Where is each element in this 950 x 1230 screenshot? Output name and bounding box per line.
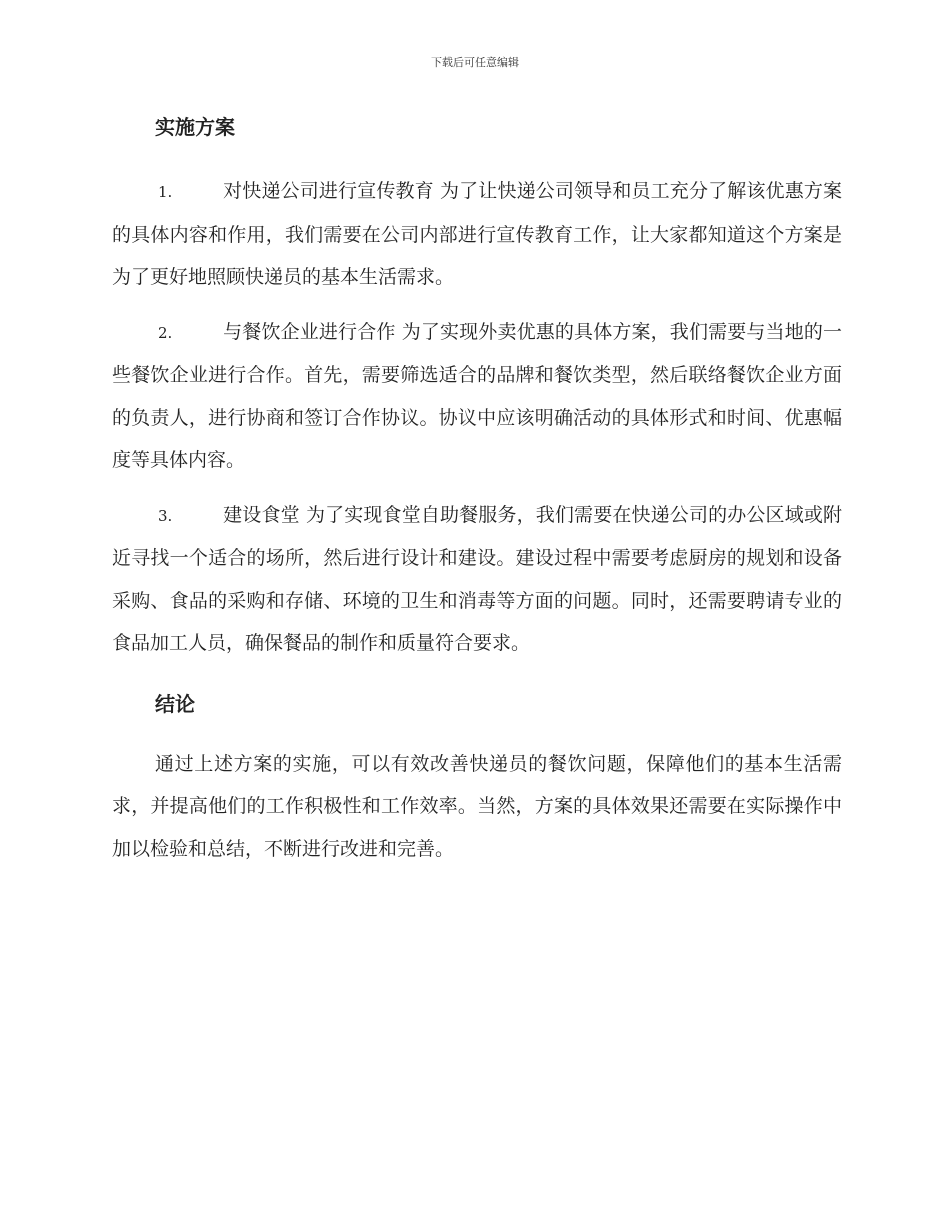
list-item [112,170,842,299]
page-header: 下载后可任意编辑 [431,56,519,69]
list-item-number: 1. [158,183,173,201]
list-item-text: 对快递公司进行宣传教育 为了让快递公司领导和员工充分了解该优惠方案的具体内容和作用，我们需要在公司内部进行宣传教育工作，让大家都知道这个方案是为了更好地照顾快递员的基本生活需求。 [112,180,842,288]
list-item [112,311,842,482]
list-item-text: 建设食堂 为了实现食堂自助餐服务，我们需要在快递公司的办公区域或附近寻找一个适合的场所，然后进行设计和建设。建设过程中需要考虑厨房的规划和设备采购、食品的采购和存储、环境的卫生和消毒等方面的问题。同时，还需要聘请专业的食品加工人员，确保餐品的制作和质量符合要求。 [112,503,842,654]
conclusion-paragraph: 通过上述方案的实施，可以有效改善快递员的餐饮问题，保障他们的基本生活需求，并提高他们的工作积极性和工作效率。当然，方案的具体效果还需要在实际操作中加以检验和总结，不断进行改进和完善。 [112,752,842,860]
list-item-text: 与餐饮企业进行合作 为了实现外卖优惠的具体方案，我们需要与当地的一些餐饮企业进行合作。首先，需要筛选适合的品牌和餐饮类型，然后联络餐饮企业方面的负责人，进行协商和签订合作协议。协议中应该明确活动的具体形式和时间、优惠幅度等具体内容。 [112,320,842,471]
list-item-number: 2. [158,323,173,342]
section-heading-implementation: 实施方案 [155,115,235,139]
list-item-number: 3. [158,506,173,525]
list-item [112,494,842,665]
section-heading-conclusion: 结论 [155,691,195,716]
document-body [112,110,842,870]
